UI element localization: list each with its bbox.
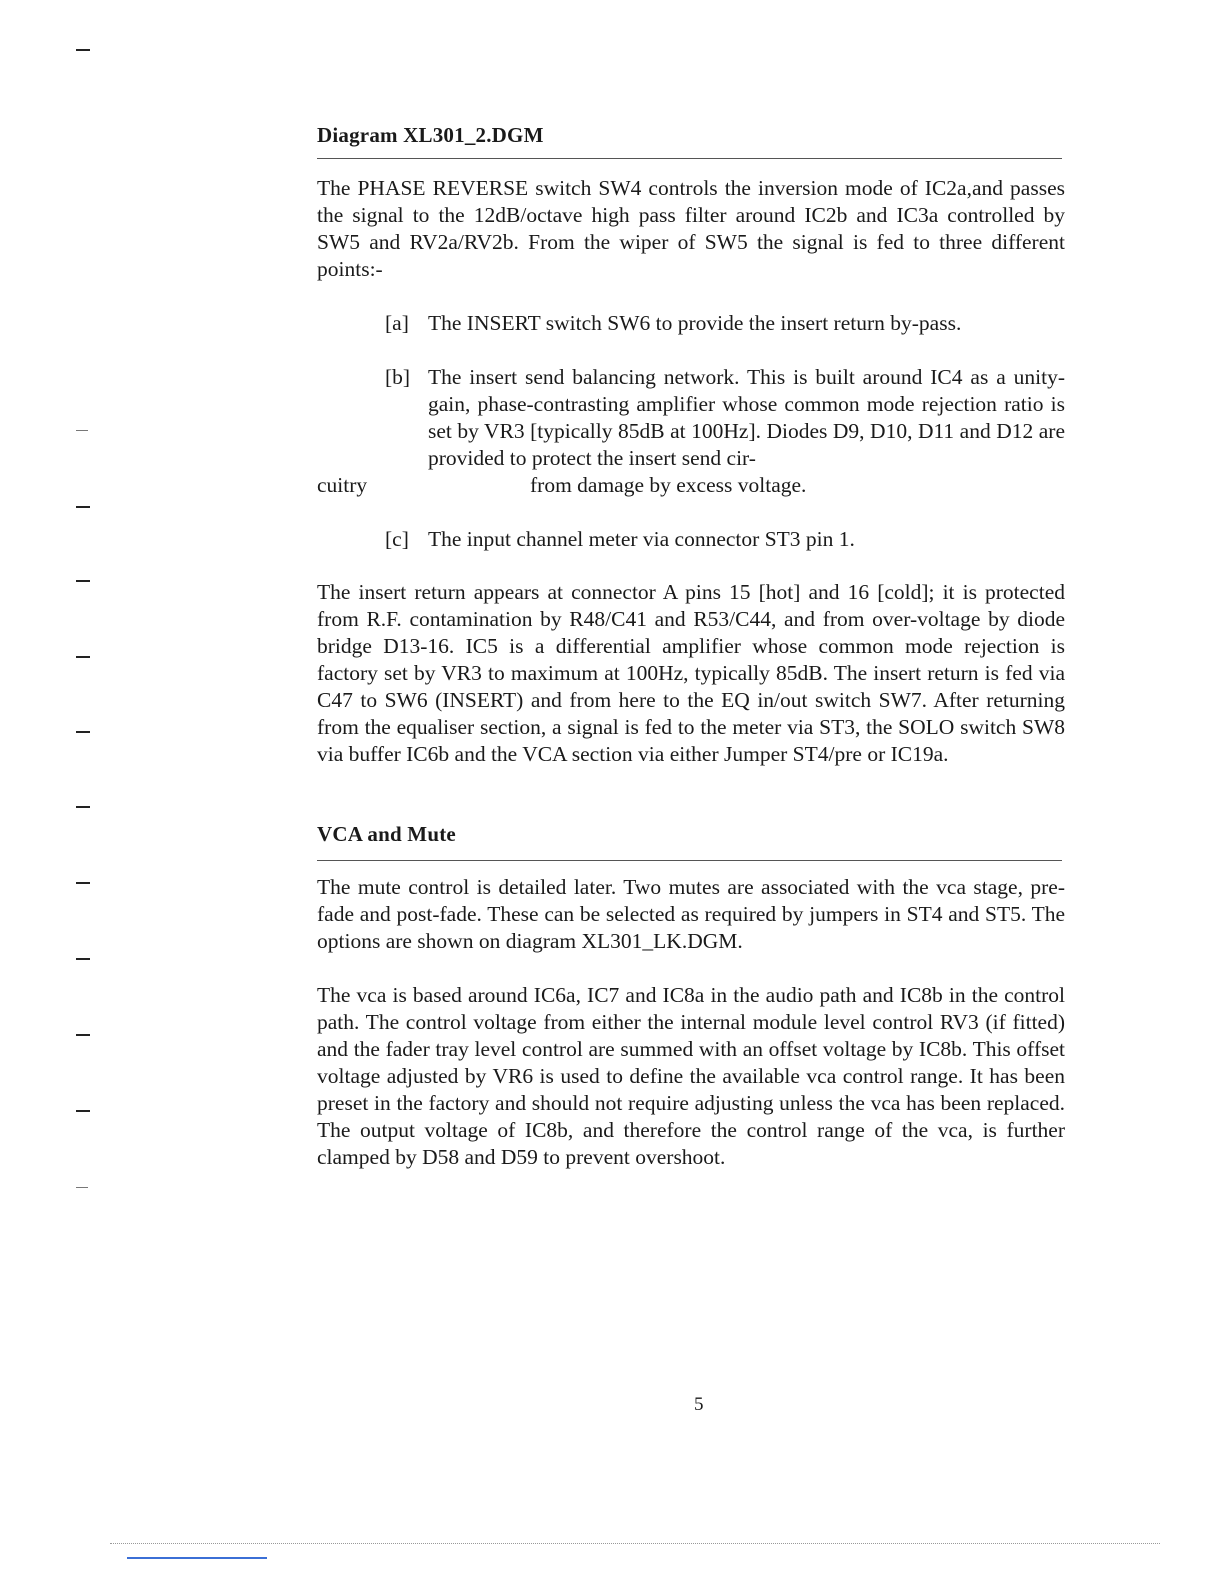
intro-paragraph: The PHASE REVERSE switch SW4 controls the inversion mode of IC2a,and passes the signal to the 12dB/octave high pass filter around IC2b and IC3a controlled by SW5 and RV2a/RV2b. From the wiper of SW5 the signal is fed to three different points:-	[317, 176, 1065, 281]
section-heading-diagram: Diagram XL301_2.DGM	[317, 123, 544, 147]
margin-mark	[76, 49, 90, 51]
margin-mark	[76, 958, 90, 960]
margin-mark	[76, 1187, 88, 1188]
section-divider	[317, 158, 1062, 159]
list-item-text: The input channel meter via connector ST3 pin 1.	[428, 527, 855, 551]
margin-mark	[76, 882, 90, 884]
margin-mark	[76, 806, 90, 808]
page-number: 5	[694, 1394, 704, 1415]
list-item-text: The insert send balancing network. This is built around IC4 as a unity-gain, phase-contrasting amplifier whose common mode rejection ratio is set by VR3 [typically 85dB at 100Hz]. Diodes D9, D10, D11 and D12 are provided to protect the insert send cir-	[428, 365, 1065, 470]
list-item-label: [b]	[385, 365, 411, 389]
margin-mark	[76, 580, 90, 582]
margin-mark	[76, 1110, 90, 1112]
vca-paragraph: The vca is based around IC6a, IC7 and IC8a in the audio path and IC8b in the control path. The control voltage from either the internal module level control RV3 (if fitted) and the fader tray level control are summed with an offset voltage by IC8b. This offset voltage adjusted by VR6 is used to define the available vca control range. It has been preset in the factory and should not require adjusting unless the vca has been replaced. The output voltage of IC8b, and therefore the control range of the vca, is further clamped by D58 and D59 to prevent overshoot.	[317, 983, 1065, 1169]
margin-mark	[76, 430, 88, 431]
section-heading-vca: VCA and Mute	[317, 822, 456, 846]
list-item-label: [a]	[385, 311, 409, 335]
mute-paragraph: The mute control is detailed later. Two mutes are associated with the vca stage, pre-fade and post-fade. These can be selected as required by jumpers in ST4 and ST5. The options are shown on diagram XL301_LK.DGM.	[317, 875, 1065, 953]
list-item-label: [c]	[385, 527, 409, 551]
list-item-text: The INSERT switch SW6 to provide the insert return by-pass.	[428, 311, 962, 335]
section-divider	[317, 860, 1062, 861]
margin-mark	[76, 506, 90, 508]
overflow-text: from damage by excess voltage.	[530, 473, 807, 497]
margin-mark	[76, 1034, 90, 1036]
page-bottom-bar	[127, 1557, 267, 1559]
margin-mark	[76, 731, 90, 733]
insert-return-paragraph: The insert return appears at connector A pins 15 [hot] and 16 [cold]; it is protected from R.F. contamination by R48/C41 and R53/C44, and from over-voltage by diode bridge D13-16. IC5 is a differential amplifier whose common mode rejection is factory set by VR3 to maximum at 100Hz, typically 85dB. The insert return is fed via C47 to SW6 (INSERT) and from here to the EQ in/out switch SW7. After returning from the equaliser section, a signal is fed to the meter via ST3, the SOLO switch SW8 via buffer IC6b and the VCA section via either Jumper ST4/pre or IC19a.	[317, 580, 1065, 766]
margin-mark	[76, 656, 90, 658]
page-bottom-rule	[110, 1543, 1160, 1544]
overflow-word: cuitry	[317, 473, 368, 497]
